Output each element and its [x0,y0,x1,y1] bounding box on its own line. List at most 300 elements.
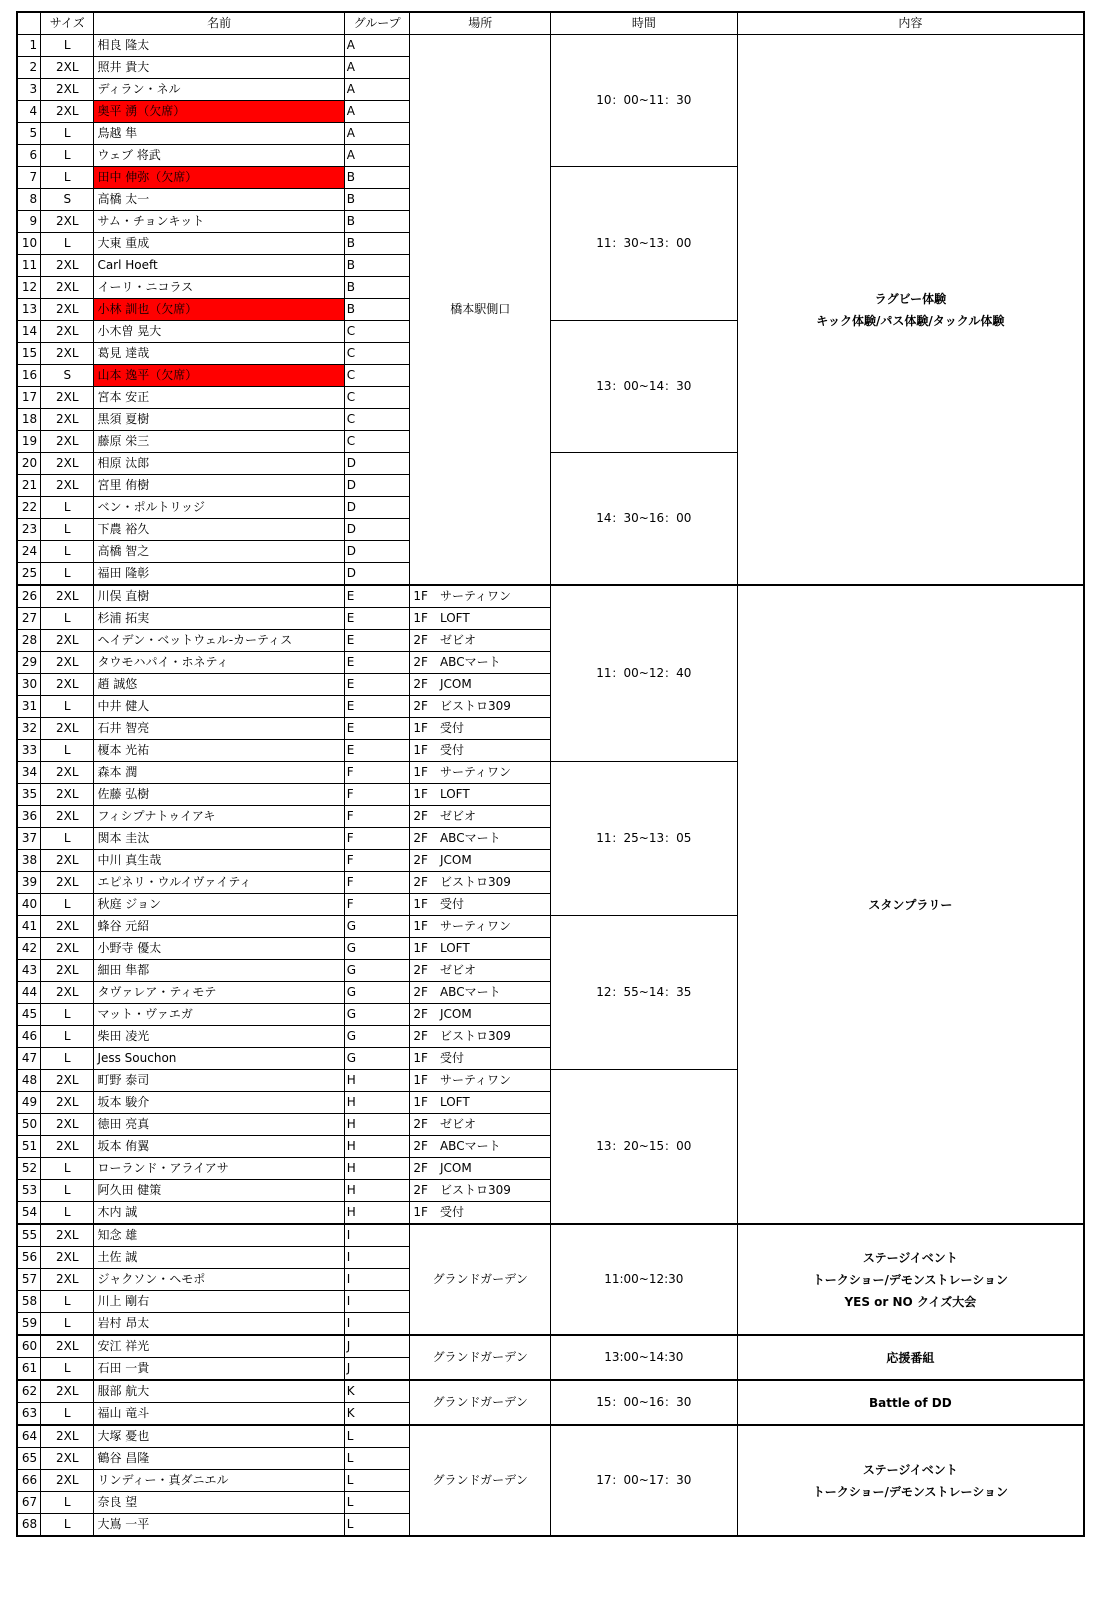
stamp-place-cell: 2F ABCマート [410,828,551,850]
size-cell: 2XL [41,1335,94,1358]
name-cell: サム・チョンキット [94,211,344,233]
name-cell: 石井 智亮 [94,718,344,740]
size-cell: 2XL [41,211,94,233]
table-row [17,35,1084,57]
name-cell: 大塚 憂也 [94,1425,344,1448]
content-cell [737,35,1084,586]
name-cell: 趙 誠悠 [94,674,344,696]
stamp-place-cell: 2F ビストロ309 [410,696,551,718]
stamp-place-cell: 1F LOFT [410,1092,551,1114]
size-cell: 2XL [41,431,94,453]
stamp-place-cell: 2F JCOM [410,674,551,696]
group-cell: H [344,1202,410,1225]
group-cell: H [344,1092,410,1114]
size-cell: 2XL [41,475,94,497]
place-cell: グランドガーデン [410,1335,551,1380]
size-cell: 2XL [41,1114,94,1136]
name-cell: 阿久田 健策 [94,1180,344,1202]
group-cell: G [344,982,410,1004]
name-cell: 宮里 侑樹 [94,475,344,497]
group-cell: E [344,608,410,630]
row-number: 48 [17,1070,41,1092]
group-cell: F [344,894,410,916]
name-cell: 葛見 達哉 [94,343,344,365]
group-cell: C [344,365,410,387]
size-cell: 2XL [41,1380,94,1403]
group-cell: J [344,1358,410,1381]
size-cell: L [41,1158,94,1180]
name-cell: ディラン・ネル [94,79,344,101]
size-cell: L [41,35,94,57]
group-cell: C [344,387,410,409]
size-cell: L [41,541,94,563]
row-number: 25 [17,563,41,586]
row-number: 51 [17,1136,41,1158]
name-cell: タウモハパイ・ホネティ [94,652,344,674]
stamp-place-cell: 2F JCOM [410,1004,551,1026]
size-cell: L [41,1048,94,1070]
time-cell: 11：00~12：40 [550,585,737,762]
table-row [17,585,1084,608]
stamp-place-cell: 2F ABCマート [410,982,551,1004]
name-cell: 小木曽 晃大 [94,321,344,343]
name-cell: 岩村 昂太 [94,1313,344,1336]
row-number: 67 [17,1492,41,1514]
group-cell: E [344,718,410,740]
name-cell: ジャクソン・ヘモポ [94,1269,344,1291]
row-number: 17 [17,387,41,409]
row-number: 7 [17,167,41,189]
group-cell: F [344,806,410,828]
row-number: 62 [17,1380,41,1403]
group-cell: A [344,35,410,57]
name-cell: Carl Hoeft [94,255,344,277]
name-cell: 藤原 栄三 [94,431,344,453]
header-row [17,12,1084,35]
size-cell: L [41,563,94,586]
size-cell: 2XL [41,850,94,872]
content-line: YES or NO クイズ大会 [844,1294,977,1309]
row-number: 49 [17,1092,41,1114]
group-cell: I [344,1313,410,1336]
name-cell: 田中 伸弥（欠席） [94,167,344,189]
row-number: 22 [17,497,41,519]
row-number: 65 [17,1448,41,1470]
row-number: 55 [17,1224,41,1247]
size-cell: 2XL [41,1092,94,1114]
name-cell: 福田 隆彰 [94,563,344,586]
group-cell: J [344,1335,410,1358]
group-cell: B [344,211,410,233]
size-cell: 2XL [41,585,94,608]
name-cell: 石田 一貴 [94,1358,344,1381]
group-cell: I [344,1247,410,1269]
group-cell: A [344,123,410,145]
time-cell: 11:00~12:30 [550,1224,737,1335]
row-number: 40 [17,894,41,916]
row-number: 46 [17,1026,41,1048]
size-cell: 2XL [41,762,94,784]
content-cell [737,1335,1084,1380]
stamp-place-cell: 2F ゼビオ [410,960,551,982]
size-cell: 2XL [41,630,94,652]
content-line: ラグビー体験 [874,291,947,306]
group-cell: G [344,1048,410,1070]
row-number: 60 [17,1335,41,1358]
name-cell: エピネリ・ウルイヴァイティ [94,872,344,894]
size-cell: L [41,1358,94,1381]
row-number: 5 [17,123,41,145]
size-cell: 2XL [41,1224,94,1247]
stamp-place-cell: 1F サーティワン [410,762,551,784]
size-cell: L [41,1403,94,1426]
size-cell: 2XL [41,718,94,740]
name-cell: 森本 潤 [94,762,344,784]
stamp-place-cell: 1F 受付 [410,718,551,740]
size-cell: L [41,1202,94,1225]
name-cell: 高橋 智之 [94,541,344,563]
row-number: 66 [17,1470,41,1492]
size-cell: L [41,894,94,916]
group-cell: B [344,277,410,299]
group-cell: L [344,1425,410,1448]
time-cell: 14：30~16：00 [550,453,737,586]
name-cell: 奥平 湧（欠席） [94,101,344,123]
group-cell: H [344,1114,410,1136]
table-row [17,1380,1084,1403]
header-no [17,12,41,35]
group-cell: C [344,409,410,431]
name-cell: タヴァレア・ティモテ [94,982,344,1004]
stamp-place-cell: 1F サーティワン [410,916,551,938]
size-cell: 2XL [41,299,94,321]
row-number: 59 [17,1313,41,1336]
time-cell: 13:00~14:30 [550,1335,737,1380]
group-cell: L [344,1448,410,1470]
name-cell: 大嶌 一平 [94,1514,344,1537]
row-number: 30 [17,674,41,696]
group-cell: C [344,321,410,343]
group-cell: H [344,1136,410,1158]
row-number: 27 [17,608,41,630]
stamp-place-cell: 2F ビストロ309 [410,1180,551,1202]
name-cell: 関本 圭汰 [94,828,344,850]
group-cell: B [344,299,410,321]
name-cell: 服部 航大 [94,1380,344,1403]
row-number: 35 [17,784,41,806]
name-cell: 秋庭 ジョン [94,894,344,916]
size-cell: 2XL [41,1269,94,1291]
group-cell: F [344,872,410,894]
stamp-place-cell: 2F JCOM [410,850,551,872]
group-cell: H [344,1158,410,1180]
group-cell: F [344,828,410,850]
group-cell: C [344,431,410,453]
row-number: 44 [17,982,41,1004]
group-cell: B [344,233,410,255]
group-cell: G [344,960,410,982]
size-cell: 2XL [41,1448,94,1470]
size-cell: L [41,519,94,541]
group-cell: E [344,740,410,762]
row-number: 19 [17,431,41,453]
stamp-place-cell: 1F サーティワン [410,585,551,608]
size-cell: L [41,123,94,145]
row-number: 32 [17,718,41,740]
name-cell: ヘイデン・ベットウェル-カーティス [94,630,344,652]
group-cell: D [344,453,410,475]
row-number: 1 [17,35,41,57]
group-cell: E [344,585,410,608]
content-line: キック体験/パス体験/タックル体験 [816,313,1005,328]
name-cell: 榎本 光祐 [94,740,344,762]
row-number: 47 [17,1048,41,1070]
time-cell: 10：00~11：30 [550,35,737,167]
group-cell: H [344,1180,410,1202]
size-cell: L [41,1313,94,1336]
name-cell: 相良 隆太 [94,35,344,57]
row-number: 2 [17,57,41,79]
schedule-body [17,35,1084,1537]
group-cell: A [344,145,410,167]
header-content: 内容 [737,12,1084,35]
name-cell: 柴田 凌光 [94,1026,344,1048]
size-cell: 2XL [41,409,94,431]
size-cell: 2XL [41,1136,94,1158]
name-cell: 相原 汰郎 [94,453,344,475]
group-cell: F [344,784,410,806]
size-cell: 2XL [41,1247,94,1269]
group-cell: D [344,475,410,497]
row-number: 9 [17,211,41,233]
name-cell: 細田 隼都 [94,960,344,982]
row-number: 64 [17,1425,41,1448]
name-cell: Jess Souchon [94,1048,344,1070]
row-number: 63 [17,1403,41,1426]
size-cell: 2XL [41,255,94,277]
name-cell: 山本 逸平（欠席） [94,365,344,387]
group-cell: D [344,519,410,541]
group-cell: L [344,1492,410,1514]
name-cell: 坂本 侑翼 [94,1136,344,1158]
name-cell: 小林 訓也（欠席） [94,299,344,321]
table-row [17,1335,1084,1358]
time-cell: 15：00~16：30 [550,1380,737,1425]
group-cell: B [344,189,410,211]
name-cell: 下農 裕久 [94,519,344,541]
stamp-place-cell: 2F JCOM [410,1158,551,1180]
time-cell: 17：00~17：30 [550,1425,737,1536]
size-cell: 2XL [41,1070,94,1092]
name-cell: 町野 泰司 [94,1070,344,1092]
group-cell: A [344,101,410,123]
group-cell: H [344,1070,410,1092]
row-number: 29 [17,652,41,674]
row-number: 33 [17,740,41,762]
row-number: 23 [17,519,41,541]
content-line: 応援番組 [886,1350,935,1365]
group-cell: G [344,916,410,938]
group-cell: F [344,850,410,872]
group-cell: E [344,696,410,718]
row-number: 3 [17,79,41,101]
name-cell: ベン・ポルトリッジ [94,497,344,519]
row-number: 58 [17,1291,41,1313]
row-number: 56 [17,1247,41,1269]
name-cell: リンディー・真ダニエル [94,1470,344,1492]
size-cell: 2XL [41,1425,94,1448]
name-cell: 杉浦 拓実 [94,608,344,630]
size-cell: 2XL [41,674,94,696]
stamp-place-cell: 1F 受付 [410,894,551,916]
group-cell: I [344,1269,410,1291]
content-line: Battle of DD [868,1395,952,1410]
row-number: 31 [17,696,41,718]
place-cell: グランドガーデン [410,1380,551,1425]
name-cell: 高橋 太一 [94,189,344,211]
row-number: 28 [17,630,41,652]
content-cell [737,585,1084,1224]
name-cell: 木内 誠 [94,1202,344,1225]
size-cell: L [41,1291,94,1313]
content-cell [737,1425,1084,1536]
group-cell: D [344,563,410,586]
row-number: 21 [17,475,41,497]
size-cell: L [41,233,94,255]
group-cell: B [344,255,410,277]
name-cell: 蜂谷 元紹 [94,916,344,938]
content-line: トークショー/デモンストレーション [812,1484,1008,1499]
stamp-place-cell: 2F ビストロ309 [410,1026,551,1048]
row-number: 68 [17,1514,41,1537]
name-cell: 小野寺 優太 [94,938,344,960]
row-number: 52 [17,1158,41,1180]
group-cell: L [344,1470,410,1492]
name-cell: フィシプナトゥイアキ [94,806,344,828]
header-place: 場所 [410,12,551,35]
size-cell: 2XL [41,784,94,806]
row-number: 4 [17,101,41,123]
row-number: 38 [17,850,41,872]
group-cell: C [344,343,410,365]
name-cell: 宮本 安正 [94,387,344,409]
row-number: 61 [17,1358,41,1381]
time-cell: 13：00~14：30 [550,321,737,453]
time-cell: 13：20~15：00 [550,1070,737,1225]
time-cell: 11：25~13：05 [550,762,737,916]
size-cell: 2XL [41,938,94,960]
row-number: 8 [17,189,41,211]
row-number: 20 [17,453,41,475]
size-cell: 2XL [41,960,94,982]
time-cell: 11：30~13：00 [550,167,737,321]
name-cell: 照井 貴大 [94,57,344,79]
size-cell: 2XL [41,1470,94,1492]
size-cell: L [41,1492,94,1514]
size-cell: 2XL [41,982,94,1004]
row-number: 43 [17,960,41,982]
row-number: 13 [17,299,41,321]
group-cell: I [344,1291,410,1313]
content-cell [737,1224,1084,1335]
place-cell: グランドガーデン [410,1224,551,1335]
name-cell: 徳田 亮真 [94,1114,344,1136]
name-cell: 川上 剛右 [94,1291,344,1313]
size-cell: 2XL [41,387,94,409]
size-cell: L [41,1514,94,1537]
stamp-place-cell: 1F 受付 [410,1048,551,1070]
group-cell: G [344,1026,410,1048]
size-cell: S [41,365,94,387]
group-cell: E [344,674,410,696]
stamp-place-cell: 2F ゼビオ [410,630,551,652]
stamp-place-cell: 2F ゼビオ [410,806,551,828]
table-row [17,1224,1084,1247]
name-cell: 奈良 望 [94,1492,344,1514]
group-cell: G [344,938,410,960]
row-number: 34 [17,762,41,784]
size-cell: 2XL [41,916,94,938]
content-line: ステージイベント [862,1250,958,1265]
name-cell: 鶴谷 昌隆 [94,1448,344,1470]
stamp-place-cell: 1F 受付 [410,1202,551,1225]
group-cell: F [344,762,410,784]
size-cell: L [41,828,94,850]
size-cell: 2XL [41,343,94,365]
stamp-place-cell: 1F LOFT [410,784,551,806]
name-cell: 知念 雄 [94,1224,344,1247]
row-number: 39 [17,872,41,894]
size-cell: S [41,189,94,211]
size-cell: L [41,167,94,189]
row-number: 50 [17,1114,41,1136]
stamp-place-cell: 1F LOFT [410,608,551,630]
row-number: 24 [17,541,41,563]
row-number: 16 [17,365,41,387]
name-cell: 福山 竜斗 [94,1403,344,1426]
size-cell: 2XL [41,652,94,674]
row-number: 41 [17,916,41,938]
stamp-place-cell: 2F ゼビオ [410,1114,551,1136]
header-size: サイズ [41,12,94,35]
size-cell: L [41,1180,94,1202]
name-cell: 川俣 直樹 [94,585,344,608]
content-cell [737,1380,1084,1425]
size-cell: 2XL [41,79,94,101]
row-number: 18 [17,409,41,431]
header-group: グループ [344,12,410,35]
content-line: スタンプラリー [868,897,953,912]
group-cell: I [344,1224,410,1247]
place-cell: グランドガーデン [410,1425,551,1536]
size-cell: 2XL [41,321,94,343]
header-time: 時間 [550,12,737,35]
name-cell: 佐藤 弘樹 [94,784,344,806]
schedule-table [16,11,1085,1537]
group-cell: B [344,167,410,189]
size-cell: 2XL [41,101,94,123]
name-cell: ローランド・アライアサ [94,1158,344,1180]
size-cell: L [41,497,94,519]
size-cell: L [41,608,94,630]
group-cell: A [344,79,410,101]
header-name: 名前 [94,12,344,35]
row-number: 14 [17,321,41,343]
name-cell: マット・ヴァエガ [94,1004,344,1026]
row-number: 42 [17,938,41,960]
row-number: 26 [17,585,41,608]
group-cell: K [344,1403,410,1426]
